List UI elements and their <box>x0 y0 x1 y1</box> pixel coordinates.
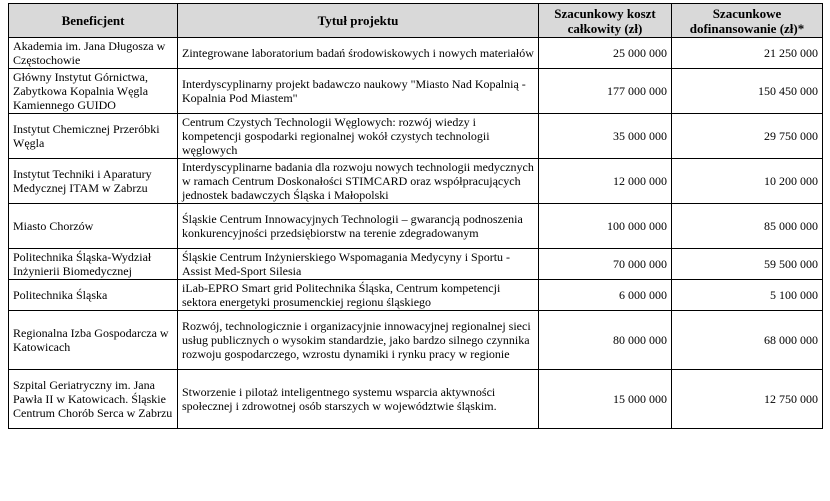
table-body <box>9 38 823 429</box>
table-row <box>9 159 823 204</box>
table-row <box>9 370 823 429</box>
title-cell: Rozwój, technologicznie i organizacyjnie innowacyjnej regionalnej sieci usług publicznych o wysokim standardzie, jako bardzo silnego czynnika rozwoju gospodarczego, wzrostu dynamiki i rynku pracy w regionie <box>178 311 539 370</box>
funding-cell: 5 100 000 <box>672 280 823 311</box>
title-cell: Stworzenie i pilotaż inteligentnego systemu wsparcia aktywności społecznej i zdrowotnej osób starszych w województwie śląskim. <box>178 370 539 429</box>
funding-cell: 29 750 000 <box>672 114 823 159</box>
beneficiary-cell: Regionalna Izba Gospodarcza w Katowicach <box>9 311 178 370</box>
cost-cell: 6 000 000 <box>539 280 672 311</box>
cost-cell: 35 000 000 <box>539 114 672 159</box>
title-cell: Śląskie Centrum Inżynierskiego Wspomagania Medycyny i Sportu - Assist Med-Sport Silesia <box>178 249 539 280</box>
header-beneficiary: Beneficjent <box>9 4 178 38</box>
beneficiary-cell: Miasto Chorzów <box>9 204 178 249</box>
funding-cell: 21 250 000 <box>672 38 823 69</box>
beneficiary-cell: Główny Instytut Górnictwa, Zabytkowa Kopalnia Węgla Kamiennego GUIDO <box>9 69 178 114</box>
title-cell: Zintegrowane laboratorium badań środowiskowych i nowych materiałów <box>178 38 539 69</box>
cost-cell: 12 000 000 <box>539 159 672 204</box>
cost-cell: 100 000 000 <box>539 204 672 249</box>
title-cell: Śląskie Centrum Innowacyjnych Technologii – gwarancją podnoszenia konkurencyjności przedsiębiorstw na terenie zdegradowanym <box>178 204 539 249</box>
beneficiary-cell: Instytut Techniki i Aparatury Medycznej ITAM w Zabrzu <box>9 159 178 204</box>
header-funding: Szacunkowe dofinansowanie (zł)* <box>672 4 823 38</box>
title-cell: Interdyscyplinarny projekt badawczo naukowy "Miasto Nad Kopalnią - Kopalnia Pod Miastem" <box>178 69 539 114</box>
beneficiary-cell: Politechnika Śląska <box>9 280 178 311</box>
funding-cell: 68 000 000 <box>672 311 823 370</box>
beneficiary-cell: Szpital Geriatryczny im. Jana Pawła II w Katowicach. Śląskie Centrum Chorób Serca w Zabrzu <box>9 370 178 429</box>
table-row <box>9 311 823 370</box>
table-row <box>9 114 823 159</box>
header-title: Tytuł projektu <box>178 4 539 38</box>
funding-cell: 150 450 000 <box>672 69 823 114</box>
table-row <box>9 280 823 311</box>
cost-cell: 70 000 000 <box>539 249 672 280</box>
funding-cell: 59 500 000 <box>672 249 823 280</box>
cost-cell: 25 000 000 <box>539 38 672 69</box>
cost-cell: 15 000 000 <box>539 370 672 429</box>
cost-cell: 177 000 000 <box>539 69 672 114</box>
table-row <box>9 204 823 249</box>
title-cell: iLab-EPRO Smart grid Politechnika Śląska, Centrum kompetencji sektora energetyki prosumenckiej regionu śląskiego <box>178 280 539 311</box>
table-row <box>9 249 823 280</box>
funding-cell: 85 000 000 <box>672 204 823 249</box>
beneficiary-cell: Politechnika Śląska-Wydział Inżynierii Biomedycznej <box>9 249 178 280</box>
header-cost: Szacunkowy koszt całkowity (zł) <box>539 4 672 38</box>
funding-cell: 10 200 000 <box>672 159 823 204</box>
table-row <box>9 69 823 114</box>
table-row <box>9 38 823 69</box>
beneficiary-cell: Instytut Chemicznej Przeróbki Węgla <box>9 114 178 159</box>
funding-cell: 12 750 000 <box>672 370 823 429</box>
title-cell: Interdyscyplinarne badania dla rozwoju nowych technologii medycznych w ramach Centrum Doskonałości STIMCARD oraz współpracujących jednostek badawczych Śląska i Małopolski <box>178 159 539 204</box>
beneficiary-cell: Akademia im. Jana Długosza w Częstochowie <box>9 38 178 69</box>
header-row <box>9 4 823 38</box>
projects-table <box>8 3 823 429</box>
cost-cell: 80 000 000 <box>539 311 672 370</box>
title-cell: Centrum Czystych Technologii Węglowych: rozwój wiedzy i kompetencji gospodarki regionalnej wokół czystych technologii węglowych <box>178 114 539 159</box>
table-header <box>9 4 823 38</box>
